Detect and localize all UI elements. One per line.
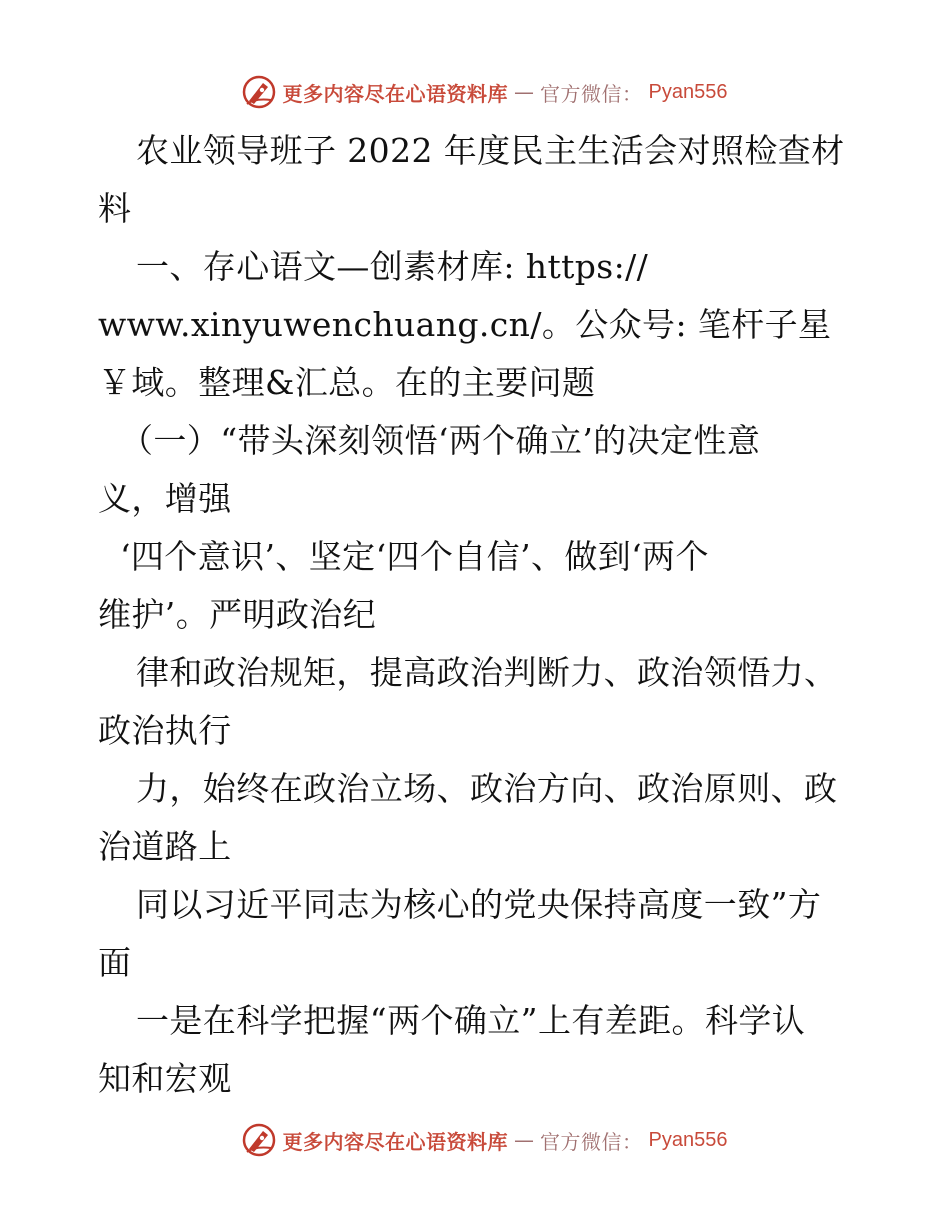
banner-account-label: 官方微信： [540,81,643,106]
paragraph-line: 面 [98,943,132,982]
paragraph-line: 一是在科学把握“两个确立”上有差距。科学认 [136,1001,806,1040]
section-heading-line: 义，增强 [98,479,232,518]
banner-account-id: Pyan556 [648,80,728,103]
title-line-1: 农业领导班子 2022 年度民主生活会对照检查材 [136,131,845,170]
paragraph-line: 政治执行 [98,711,232,750]
paragraph-line: 同以习近平同志为核心的党央保持高度一致”方 [136,885,822,924]
paragraph-line: 治道路上 [98,827,232,866]
section-heading-line: （一）“带头深刻领悟‘两个确立’的决定性意 [120,421,761,460]
banner-separator: — [514,80,535,104]
footer-banner [0,1120,950,1160]
document-body [98,122,854,1108]
paragraph-line: 一、存心语文—创素材库: https:// [136,247,649,286]
pen-nib-circle-icon [241,1122,277,1158]
banner-separator: — [514,1128,535,1152]
paragraph-line: ‘四个意识’、坚定‘四个自信’、做到‘两个 [120,537,709,576]
banner-account-label: 官方微信： [540,1129,643,1154]
banner-slogan: 更多内容尽在心语资料库 [282,81,509,106]
paragraph-line: ￥域。整理&汇总。在的主要问题 [98,363,596,402]
banner-account-id: Pyan556 [648,1128,728,1151]
paragraph-line: 力，始终在政治立场、政治方向、政治原则、政 [136,769,838,808]
paragraph-line: 维护’。严明政治纪 [98,595,377,634]
header-banner-content [241,74,728,110]
paragraph-line: www.xinyuwenchuang.cn/。公众号: 笔杆子星 [98,305,832,344]
pen-nib-circle-icon [241,74,277,110]
footer-banner-content [241,1122,728,1158]
header-banner [0,72,950,112]
title-line-2: 料 [98,189,132,228]
banner-slogan: 更多内容尽在心语资料库 [282,1129,509,1154]
paragraph-line: 知和宏观 [98,1059,232,1098]
paragraph-line: 律和政治规矩，提高政治判断力、政治领悟力、 [136,653,838,692]
